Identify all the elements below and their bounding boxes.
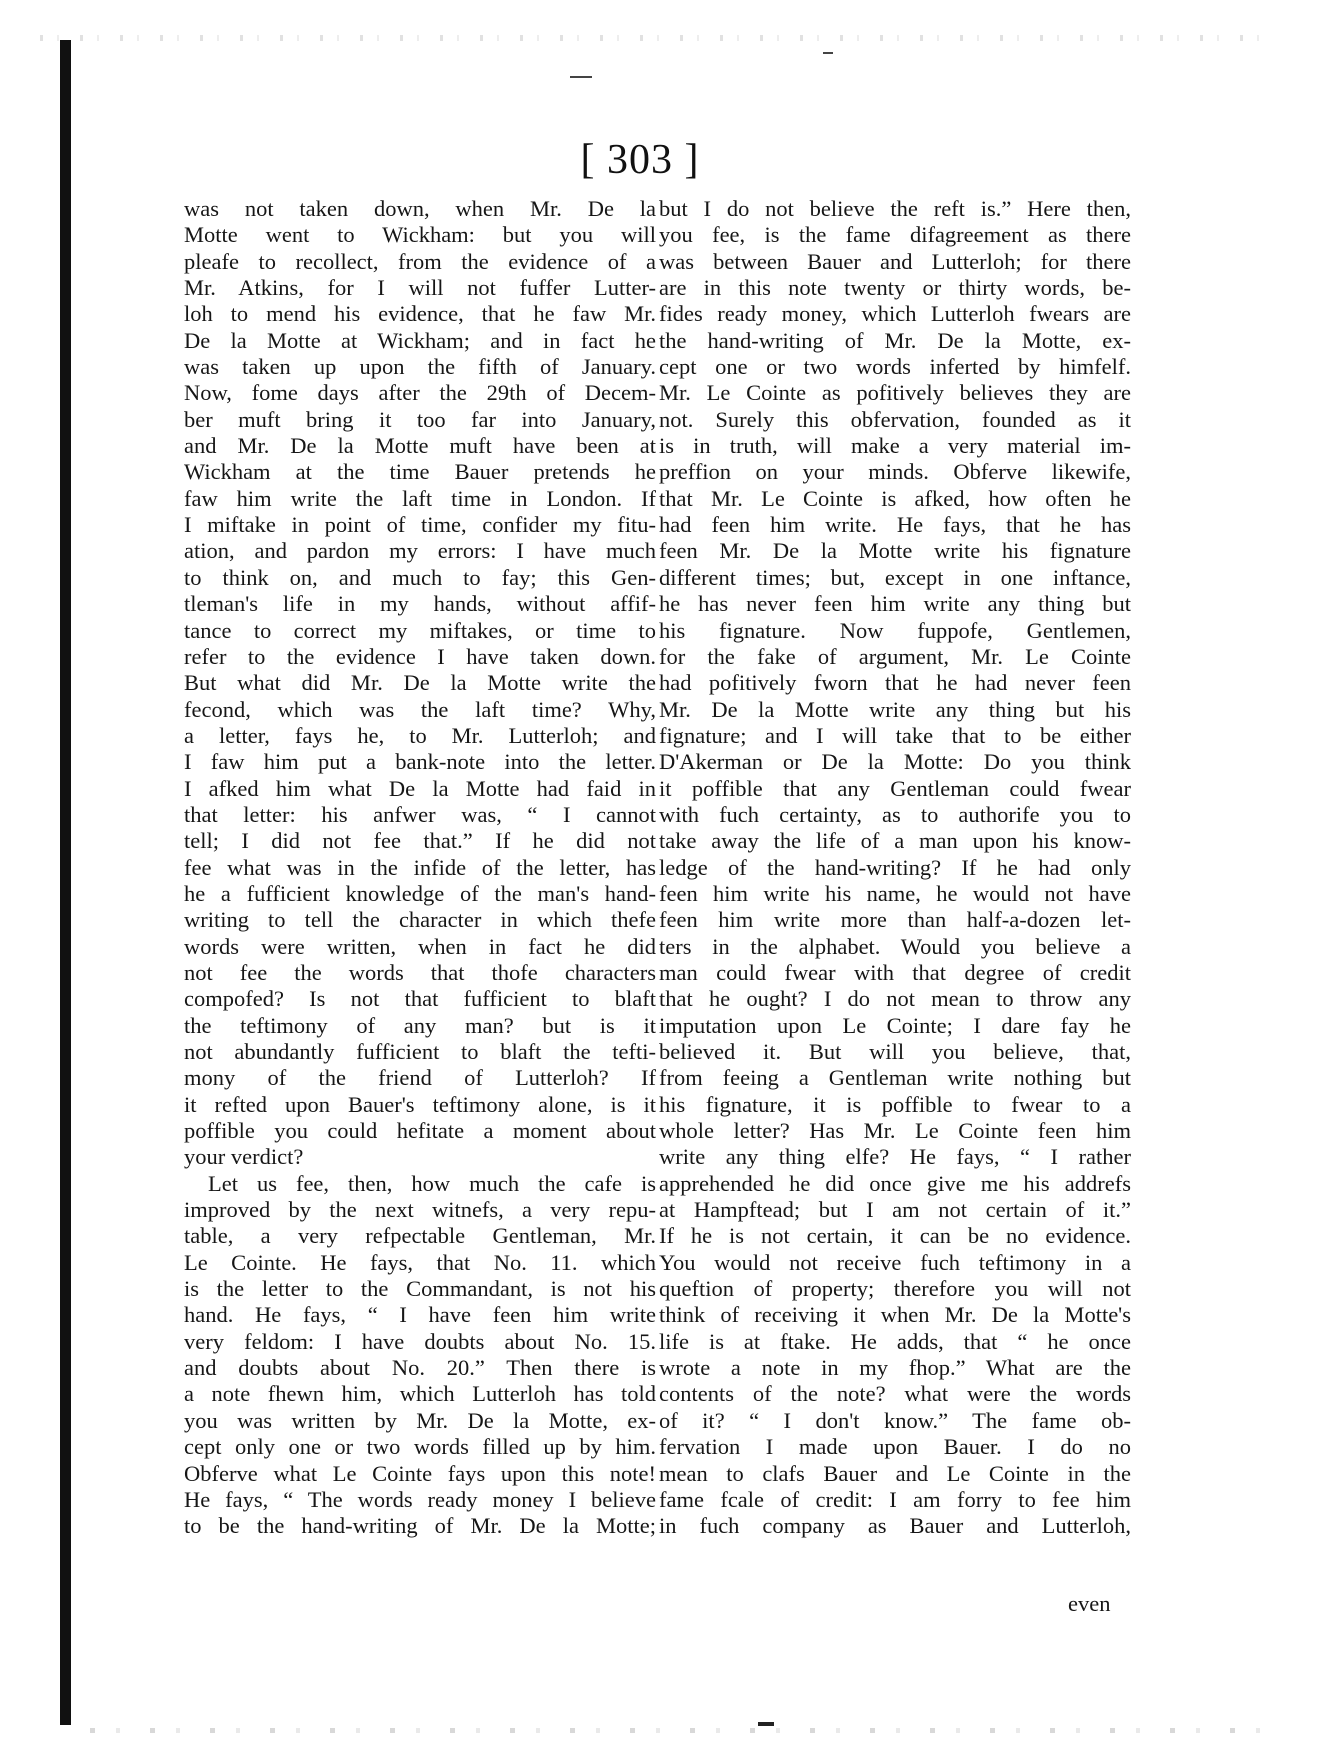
text-line: he has never feen him write any thing but bbox=[659, 591, 1131, 617]
text-line: compofed? Is not that fufficient to blaft bbox=[184, 986, 656, 1012]
text-line: feen him write more than half-a-dozen let- bbox=[659, 907, 1131, 933]
text-line: with fuch certainty, as to authorife you to bbox=[659, 801, 1131, 827]
text-line: loh to mend his evidence, that he faw Mr. bbox=[184, 301, 656, 327]
right-text-column bbox=[659, 196, 1131, 1540]
text-line: in fuch company as Bauer and Lutterloh, bbox=[659, 1513, 1131, 1539]
text-line: Mr. Le Cointe as pofitively believes they are bbox=[659, 380, 1131, 406]
text-line: to be the hand-writing of Mr. De la Motte; bbox=[184, 1513, 656, 1539]
text-line: not. Surely this obfervation, founded as it bbox=[659, 406, 1131, 432]
text-line: preffion on your minds. Obferve likewife, bbox=[659, 459, 1131, 485]
text-line: was not taken down, when Mr. De la bbox=[184, 196, 656, 221]
text-line: was taken up upon the fifth of January. bbox=[184, 354, 656, 380]
text-line: contents of the note? what were the words bbox=[659, 1381, 1131, 1407]
text-line: that Mr. Le Cointe is afked, how often he bbox=[659, 485, 1131, 511]
text-line: Mr. De la Motte write any thing but his bbox=[659, 696, 1131, 722]
text-line: queftion of property; therefore you will not bbox=[659, 1276, 1131, 1302]
top-scan-noise bbox=[40, 35, 1280, 41]
text-line: imputation upon Le Cointe; I dare fay he bbox=[659, 1012, 1131, 1038]
text-line: Motte went to Wickham: but you will bbox=[184, 222, 656, 248]
text-line: at Hampftead; but I am not certain of it.” bbox=[659, 1197, 1131, 1223]
text-line: Now, fome days after the 29th of Decem- bbox=[184, 380, 656, 406]
text-line: and doubts about No. 20.” Then there is bbox=[184, 1355, 656, 1381]
text-line: apprehended he did once give me his addrefs bbox=[659, 1170, 1131, 1196]
text-line: it refted upon Bauer's teftimony alone, is it bbox=[184, 1091, 656, 1117]
bottom-scan-noise bbox=[90, 1728, 1280, 1733]
text-line: of it? “ I don't know.” The fame ob- bbox=[659, 1407, 1131, 1433]
text-line: hand. He fays, “ I have feen him write bbox=[184, 1302, 656, 1328]
text-line: very feldom: I have doubts about No. 15. bbox=[184, 1328, 656, 1354]
text-line: fervation I made upon Bauer. I do no bbox=[659, 1434, 1131, 1460]
text-line: believed it. But will you believe, that, bbox=[659, 1039, 1131, 1064]
text-line: mean to clafs Bauer and Le Cointe in the bbox=[659, 1460, 1131, 1486]
text-line: is the letter to the Commandant, is not his bbox=[184, 1276, 656, 1302]
text-line: your verdict? bbox=[184, 1144, 304, 1170]
text-line: tell; I did not fee that.” If he did not bbox=[184, 828, 656, 854]
text-line: his fignature. Now fuppofe, Gentlemen, bbox=[659, 617, 1131, 643]
text-line: for the fake of argument, Mr. Le Cointe bbox=[659, 643, 1131, 669]
text-line: De la Motte at Wickham; and in fact he bbox=[184, 327, 656, 353]
text-line: fee what was in the infide of the letter, has bbox=[184, 854, 656, 880]
text-line: words were written, when in fact he did bbox=[184, 933, 656, 959]
text-line: You would not receive fuch teftimony in a bbox=[659, 1249, 1131, 1275]
text-line: are in this note twenty or thirty words, be- bbox=[659, 275, 1131, 301]
text-line: ters in the alphabet. Would you believe a bbox=[659, 933, 1131, 959]
left-text-column bbox=[184, 196, 656, 1540]
scan-mark bbox=[570, 76, 592, 78]
text-line: I faw him put a bank-note into the letter. bbox=[184, 749, 656, 775]
text-line: you was written by Mr. De la Motte, ex- bbox=[184, 1407, 656, 1433]
text-line: the teftimony of any man? but is it bbox=[184, 1012, 656, 1038]
text-line: tance to correct my miftakes, or time to bbox=[184, 617, 656, 643]
text-line: ber muft bring it too far into January, bbox=[184, 406, 656, 432]
text-line: mony of the friend of Lutterloh? If bbox=[184, 1065, 656, 1091]
text-line: tleman's life in my hands, without affif- bbox=[184, 591, 656, 617]
text-line: write any thing elfe? He fays, “ I rather bbox=[659, 1144, 1131, 1170]
text-line: to think on, and much to fay; this Gen- bbox=[184, 564, 656, 590]
text-line: poffible you could hefitate a moment about bbox=[184, 1118, 656, 1144]
text-line: not fee the words that thofe characters bbox=[184, 959, 656, 985]
text-line: If he is not certain, it can be no evidence. bbox=[659, 1223, 1131, 1249]
text-line: table, a very refpectable Gentleman, Mr. bbox=[184, 1223, 656, 1249]
text-line: fignature; and I will take that to be either bbox=[659, 722, 1131, 748]
text-line: fecond, which was the laft time? Why, bbox=[184, 696, 656, 722]
text-line: Mr. Atkins, for I will not fuffer Lutter- bbox=[184, 275, 656, 301]
text-line: feen Mr. De la Motte write his fignature bbox=[659, 538, 1131, 564]
text-line: wrote a note in my fhop.” What are the bbox=[659, 1355, 1131, 1381]
text-line: and Mr. De la Motte muft have been at bbox=[184, 433, 656, 459]
text-line: fides ready money, which Lutterloh fwears are bbox=[659, 301, 1131, 327]
catchword: even bbox=[1068, 1591, 1111, 1616]
text-line: whole letter? Has Mr. Le Cointe feen him bbox=[659, 1118, 1131, 1144]
binding-shadow bbox=[60, 40, 71, 1725]
text-line: different times; but, except in one inftance, bbox=[659, 564, 1131, 590]
text-line: Le Cointe. He fays, that No. 11. which bbox=[184, 1249, 656, 1275]
text-line: the hand-writing of Mr. De la Motte, ex- bbox=[659, 327, 1131, 353]
text-line: man could fwear with that degree of credit bbox=[659, 959, 1131, 985]
text-line: I miftake in point of time, confider my fitu- bbox=[184, 512, 656, 538]
scan-mark bbox=[758, 1722, 774, 1726]
text-line: pleafe to recollect, from the evidence of a bbox=[184, 248, 656, 274]
text-line: Obferve what Le Cointe fays upon this note! bbox=[184, 1460, 656, 1486]
text-line: his fignature, it is poffible to fwear to a bbox=[659, 1091, 1131, 1117]
text-line: cept one or two words inferted by himfelf. bbox=[659, 354, 1131, 380]
text-line: it poffible that any Gentleman could fwear bbox=[659, 775, 1131, 801]
text-line: was between Bauer and Lutterloh; for there bbox=[659, 248, 1131, 274]
text-line: But what did Mr. De la Motte write the bbox=[184, 670, 656, 696]
text-line: a letter, fays he, to Mr. Lutterloh; and bbox=[184, 722, 656, 748]
text-line: take away the life of a man upon his know- bbox=[659, 828, 1131, 854]
text-line: Wickham at the time Bauer pretends he bbox=[184, 459, 656, 485]
text-line: that letter: his anfwer was, “ I cannot bbox=[184, 801, 656, 827]
text-line: D'Akerman or De la Motte: Do you think bbox=[659, 749, 1131, 775]
text-line: feen him write his name, he would not have bbox=[659, 880, 1131, 906]
text-line: think of receiving it when Mr. De la Motte's bbox=[659, 1302, 1131, 1328]
text-line: not abundantly fufficient to blaft the tefti- bbox=[184, 1039, 656, 1064]
text-line: improved by the next witnefs, a very repu- bbox=[184, 1197, 656, 1223]
text-line: life is at ftake. He adds, that “ he once bbox=[659, 1328, 1131, 1354]
text-line: is in truth, will make a very material im- bbox=[659, 433, 1131, 459]
text-line: but I do not believe the reft is.” Here then, bbox=[659, 196, 1131, 221]
scan-mark bbox=[823, 52, 833, 54]
text-line: he a fufficient knowledge of the man's hand- bbox=[184, 880, 656, 906]
text-line: He fays, “ The words ready money I believe bbox=[184, 1486, 656, 1512]
text-line: Let us fee, then, how much the cafe is bbox=[208, 1170, 656, 1196]
text-line: you fee, is the fame difagreement as there bbox=[659, 222, 1131, 248]
text-line: from feeing a Gentleman write nothing but bbox=[659, 1065, 1131, 1091]
text-line: had feen him write. He fays, that he has bbox=[659, 512, 1131, 538]
text-line: refer to the evidence I have taken down. bbox=[184, 643, 656, 669]
text-line: fame fcale of credit: I am forry to fee him bbox=[659, 1486, 1131, 1512]
text-line: that he ought? I do not mean to throw any bbox=[659, 986, 1131, 1012]
text-line: ledge of the hand-writing? If he had only bbox=[659, 854, 1131, 880]
text-line: had pofitively fworn that he had never feen bbox=[659, 670, 1131, 696]
text-line: I afked him what De la Motte had faid in bbox=[184, 775, 656, 801]
text-line: ation, and pardon my errors: I have much bbox=[184, 538, 656, 564]
page-number: [ 303 ] bbox=[580, 137, 700, 183]
text-line: cept only one or two words filled up by him. bbox=[184, 1434, 656, 1460]
text-line: writing to tell the character in which thefe bbox=[184, 907, 656, 933]
text-line: faw him write the laft time in London. If bbox=[184, 485, 656, 511]
text-line: a note fhewn him, which Lutterloh has told bbox=[184, 1381, 656, 1407]
